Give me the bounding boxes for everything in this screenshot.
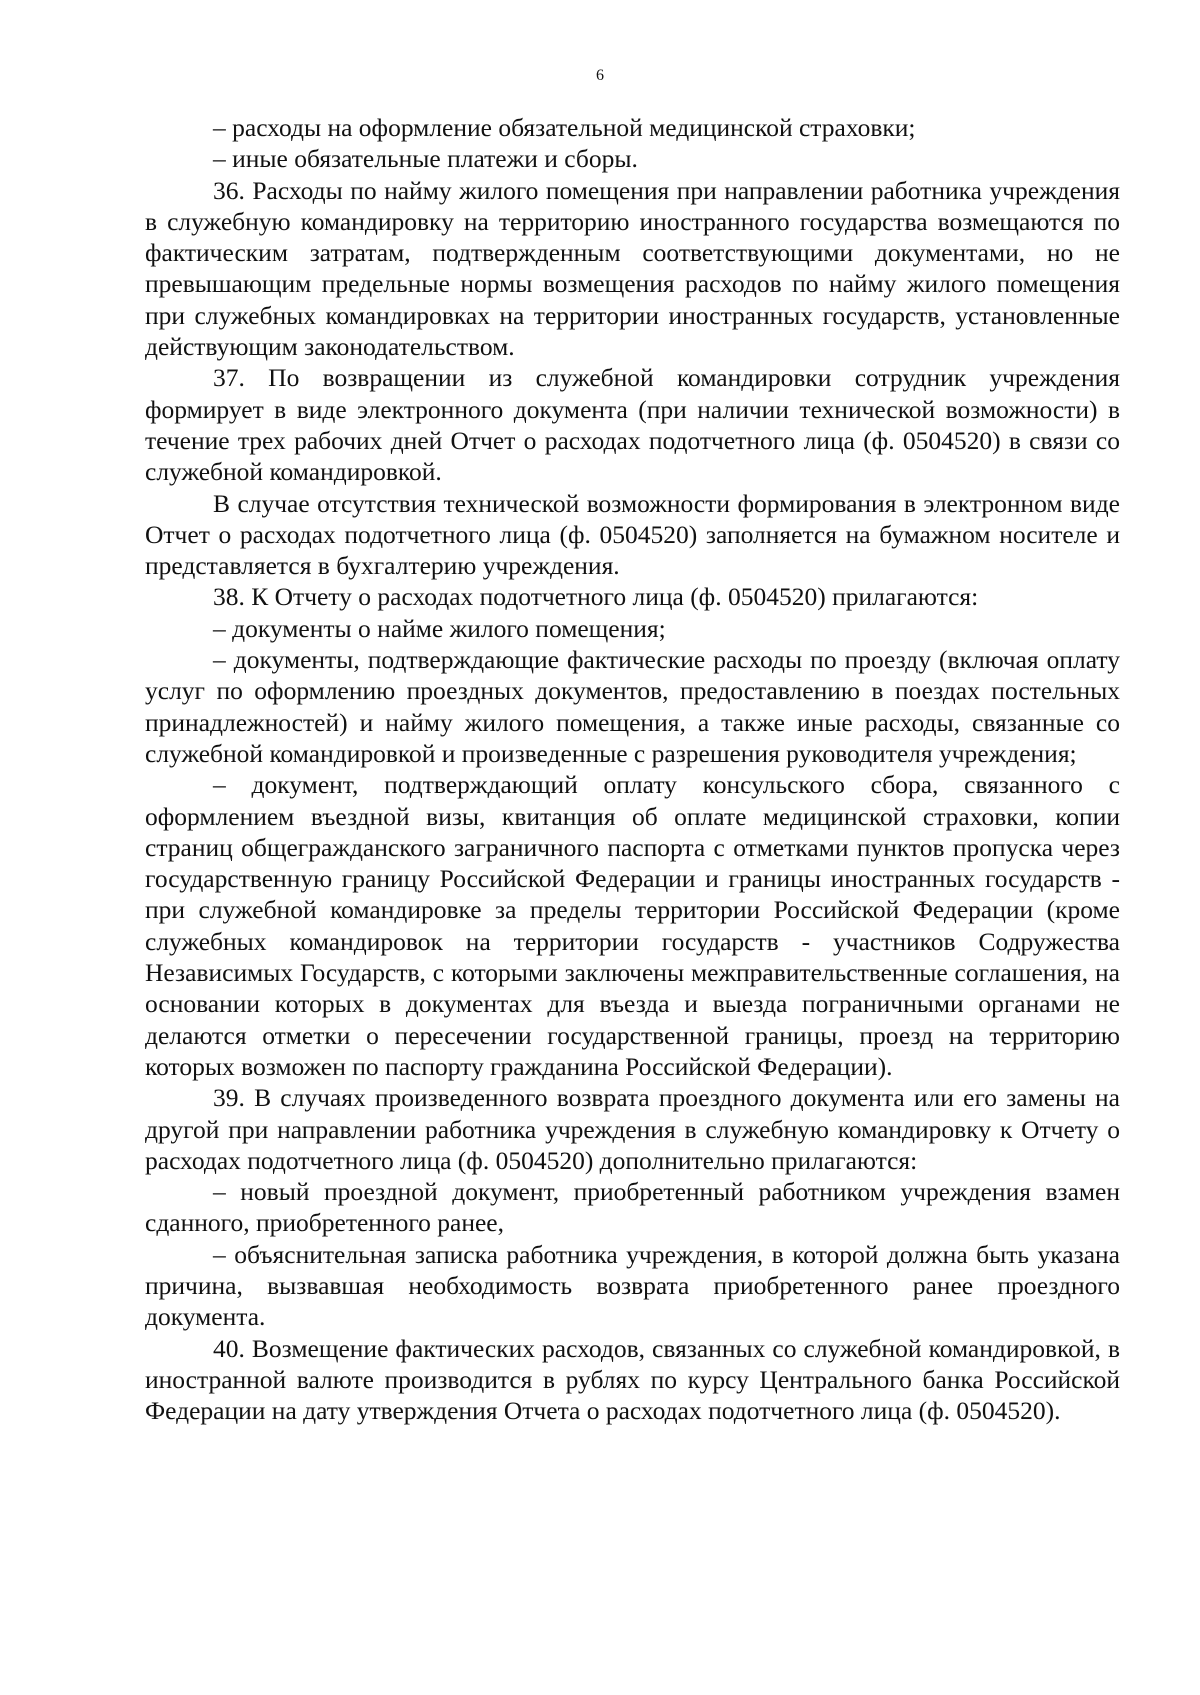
- paragraph-36: 36. Расходы по найму жилого помещения при направлении работника учреждения в служебную командировку на территорию иностранного государства возмещаются по фактическим затратам, подтвержденным соответствующими документами, но не превышающим предельные нормы возмещения расходов по найму жилого помещения при служебных командировках на территории иностранных государств, установленные действующим законодательством.: [145, 175, 1120, 362]
- paragraph-list-item: – объяснительная записка работника учреждения, в которой должна быть указана причина, вызвавшая необходимость возврата приобретенного ранее проездного документа.: [145, 1239, 1120, 1332]
- paragraph-list-item: – иные обязательные платежи и сборы.: [213, 144, 638, 174]
- paragraph-list-item: – новый проездной документ, приобретенный работником учреждения взамен сданного, приобретенного ранее,: [145, 1177, 1120, 1238]
- paragraph-38: 38. К Отчету о расходах подотчетного лица (ф. 0504520) прилагаются:: [213, 582, 979, 612]
- paragraph-list-item: – расходы на оформление обязательной медицинской страховки;: [213, 113, 916, 142]
- paragraph-list-item: – документы, подтверждающие фактические расходы по проезду (включая оплату услуг по оформлению проездных документов, предоставлению в поездах постельных принадлежностей) и найму жилого помещения, а также иные расходы, связанные со служебной командировкой и произведенные с разрешения руководителя учреждения;: [145, 645, 1120, 768]
- page-number: 6: [596, 67, 604, 84]
- document-body: [145, 112, 1120, 1426]
- paragraph-37: 37. По возвращении из служебной командировки сотрудник учреждения формирует в виде электронного документа (при наличии технической возможности) в течение трех рабочих дней Отчет о расходах подотчетного лица (ф. 0504520) в связи со служебной командировкой.: [145, 363, 1120, 487]
- paragraph-40: 40. Возмещение фактических расходов, связанных со служебной командировкой, в иностранной валюте производится в рублях по курсу Центрального банка Российской Федерации на дату утверждения Отчета о расходах подотчетного лица (ф. 0504520).: [145, 1333, 1120, 1426]
- paragraph-list-item: – документы о найме жилого помещения;: [213, 613, 666, 643]
- paragraph-37-continuation: В случае отсутствия технической возможности формирования в электронном виде Отчет о расходах подотчетного лица (ф. 0504520) заполняется на бумажном носителе и представляется в бухгалтерию учреждения.: [145, 488, 1120, 581]
- paragraph-39: 39. В случаях произведенного возврата проездного документа или его замены на другой при направлении работника учреждения в служебную командировку к Отчету о расходах подотчетного лица (ф. 0504520) дополнительно прилагаются:: [145, 1083, 1120, 1175]
- paragraph-list-item: – документ, подтверждающий оплату консульского сбора, связанного с оформлением въездной визы, квитанция об оплате медицинской страховки, копии страниц общегражданского заграничного паспорта с отметками пунктов пропуска через государственную границу Российской Федерации и границы иностранных государств - при служебной командировке за пределы территории Российской Федерации (кроме служебных командировок на территории государств - участников Содружества Независимых Государств, с которыми заключены межправительственные соглашения, на основании которых в документах для въезда и выезда пограничными органами не делаются отметки о пересечении государственной границы, проезд на территорию которых возможен по паспорту гражданина Российской Федерации).: [145, 770, 1120, 1081]
